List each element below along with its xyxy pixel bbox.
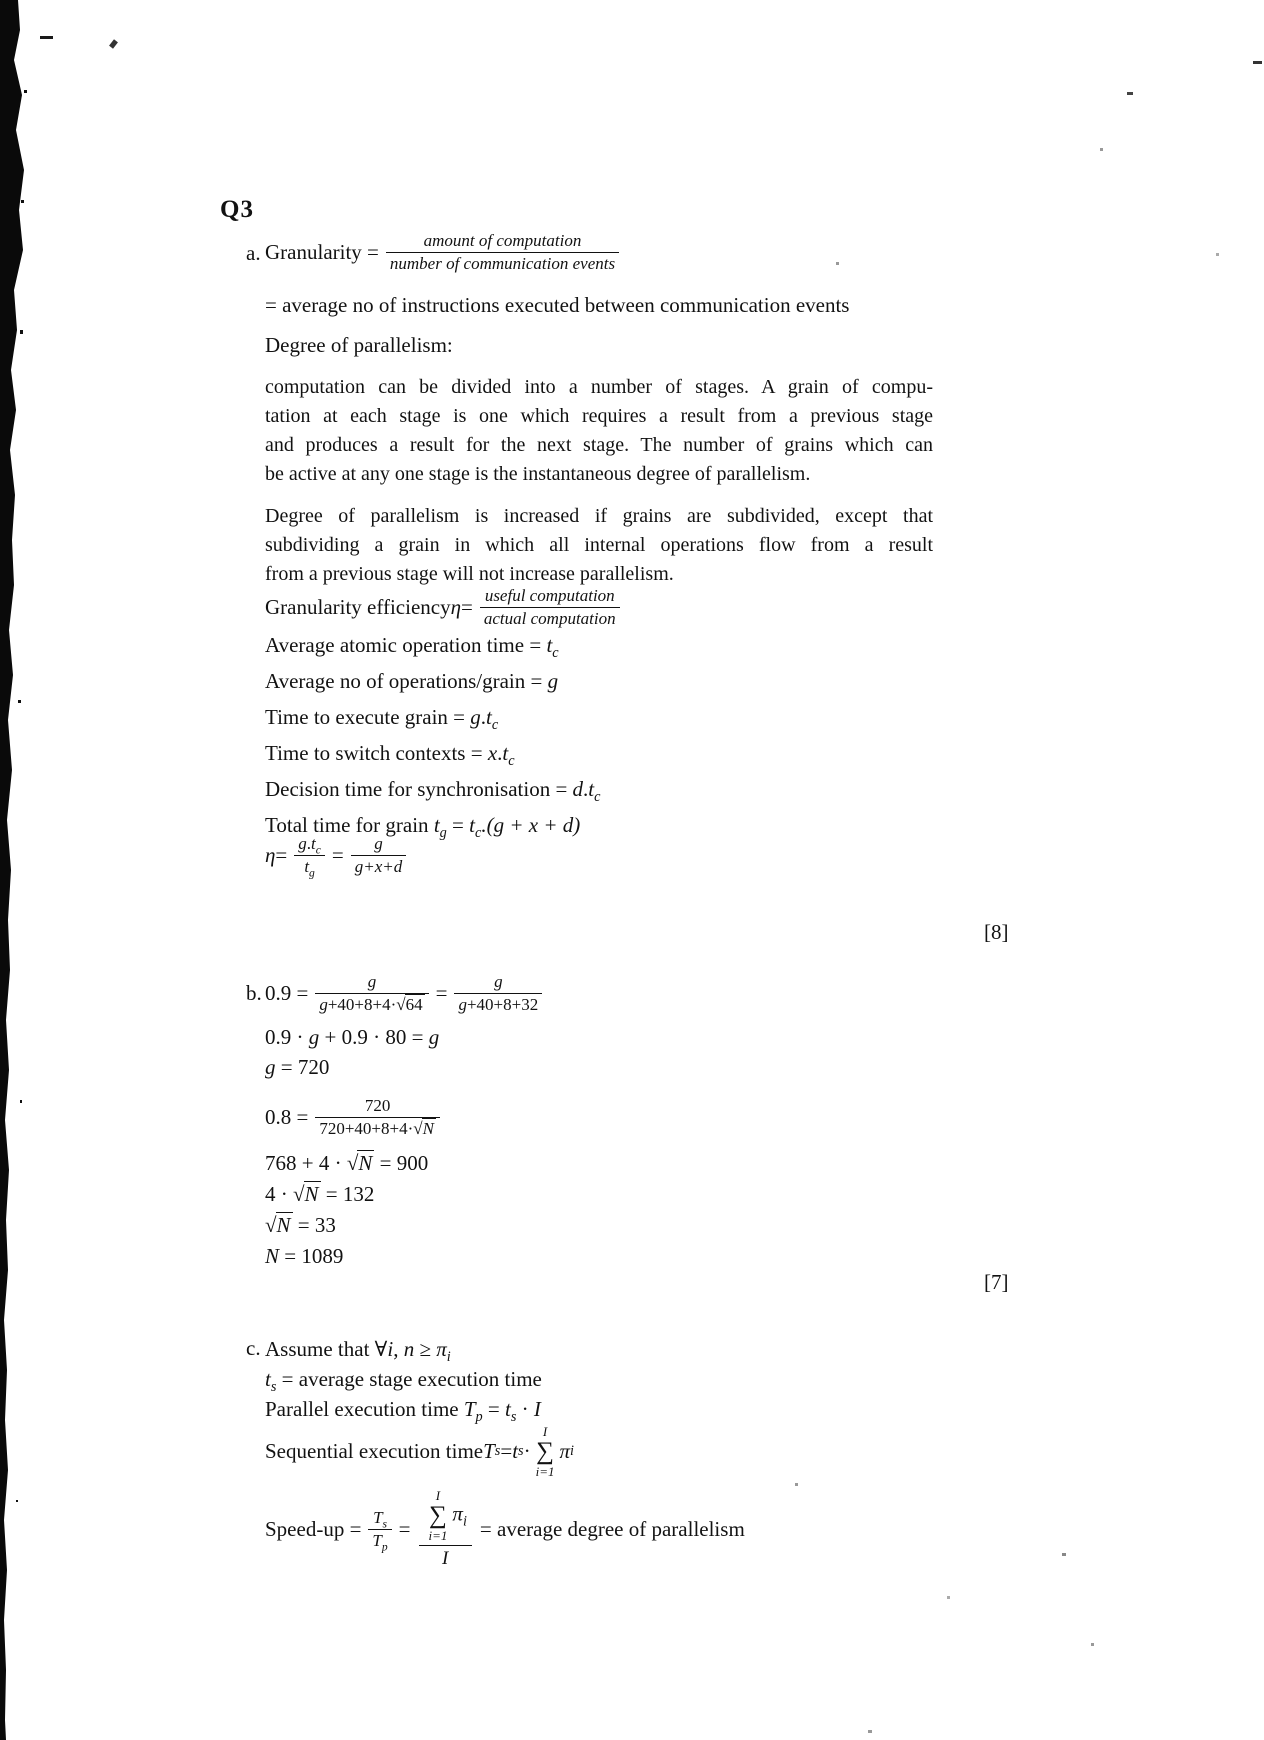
math-var: π xyxy=(436,1337,447,1361)
granularity-efficiency-formula xyxy=(265,583,933,631)
square-root xyxy=(347,1151,375,1175)
math-var: g xyxy=(547,669,559,693)
equals-sign: = xyxy=(331,842,344,867)
speedup-sum-fraction xyxy=(419,1489,472,1570)
math-var: T xyxy=(373,1507,383,1527)
radical-icon: √ xyxy=(293,1182,305,1206)
math-sub: c xyxy=(508,753,515,770)
math-var: t xyxy=(311,833,316,853)
summation xyxy=(429,1489,448,1542)
paragraph-line: subdividing a grain in which all internal operations flow from a result xyxy=(265,534,933,556)
math-terms: +40+8+4· xyxy=(327,994,397,1014)
geq-sign: ≥ xyxy=(414,1337,437,1361)
fraction-denominator xyxy=(315,1118,440,1139)
math-dot: . xyxy=(480,705,487,729)
fraction-denominator: g+x+d xyxy=(354,856,403,876)
math-sub: c xyxy=(315,842,321,856)
text-segment: Sequential execution time xyxy=(265,1438,484,1463)
fraction-denominator xyxy=(315,994,428,1015)
granularity-fraction xyxy=(386,231,619,274)
radical-icon: √ xyxy=(413,1118,423,1138)
equation-0.9 xyxy=(265,968,549,1018)
equation-0.8 xyxy=(265,1092,549,1142)
eta-result-formula xyxy=(265,829,933,881)
question-number: Q3 xyxy=(220,196,254,223)
math-var: n xyxy=(403,1337,415,1361)
math-dot: . xyxy=(497,741,503,765)
fraction-numerator xyxy=(294,834,325,856)
equals-sign: = xyxy=(461,594,473,619)
math-var: T xyxy=(372,1530,382,1550)
fraction-denominator: I xyxy=(442,1547,449,1569)
math-var: g xyxy=(308,1025,320,1049)
math-sub: s xyxy=(382,1516,388,1530)
fraction-2 xyxy=(454,972,542,1015)
fraction-denominator xyxy=(368,1530,391,1551)
math-var: N xyxy=(265,1244,280,1268)
math-var: t xyxy=(469,813,475,837)
equation-768 xyxy=(265,1148,549,1179)
math-var: t xyxy=(512,1438,519,1463)
text-segment: + 0.9 · 80 = xyxy=(319,1025,429,1049)
math-var: t xyxy=(505,1397,511,1421)
math-var: t xyxy=(588,777,595,801)
equals-sign: = xyxy=(500,1438,513,1463)
fraction-denominator: number of communication events xyxy=(389,253,616,273)
math-var: t xyxy=(502,741,509,765)
math-sub: g xyxy=(309,865,315,879)
math-var: g xyxy=(265,1055,276,1079)
text-segment: Assume that xyxy=(265,1337,375,1361)
square-root xyxy=(293,1182,321,1206)
text-segment: 4 · xyxy=(265,1182,293,1206)
paragraph-stages xyxy=(265,373,933,489)
math-var: T xyxy=(463,1397,476,1421)
granularity-lhs: Granularity = xyxy=(265,239,379,264)
math-sub: c xyxy=(491,717,499,734)
scan-speckle xyxy=(1127,92,1133,95)
scan-speckle xyxy=(947,1596,950,1599)
part-a-body xyxy=(265,228,933,881)
equals-sign: = xyxy=(435,980,448,1005)
paragraph-line: be active at any one stage is the instantaneous degree of parallelism. xyxy=(265,463,811,485)
granularity-average-line: = average no of instructions executed between communication events xyxy=(265,293,850,317)
scan-speckle xyxy=(1216,253,1219,256)
math-dot: . xyxy=(583,777,589,801)
scan-speckle xyxy=(1100,148,1103,151)
fraction-numerator xyxy=(368,1508,391,1530)
eta-fraction-1 xyxy=(294,834,325,877)
scan-speckle xyxy=(40,36,53,39)
equals-sign: = xyxy=(446,813,470,837)
scan-edge-artifact xyxy=(0,0,30,1740)
scan-speckle xyxy=(1253,61,1262,64)
math-sub: p xyxy=(475,1409,483,1426)
part-c-label: c. xyxy=(246,1336,261,1360)
fraction-numerator: useful computation xyxy=(480,586,620,608)
fraction-denominator: actual computation xyxy=(483,608,616,628)
math-sub: c xyxy=(552,645,559,662)
cdot-sign: · xyxy=(523,1438,531,1463)
fraction-numerator: g xyxy=(315,972,428,994)
text-segment: = 132 xyxy=(320,1182,375,1206)
sum-lower-limit: i=1 xyxy=(535,1463,555,1479)
math-var: T xyxy=(483,1438,495,1463)
radicand: 64 xyxy=(405,994,423,1014)
fraction-denominator xyxy=(454,994,542,1015)
math-sub: s xyxy=(270,1379,277,1396)
text-segment: Average atomic operation time = xyxy=(265,633,547,657)
stage-time-definition xyxy=(265,1364,745,1394)
math-terms: +40+8+32 xyxy=(466,994,539,1014)
math-expression: .(g + x + d) xyxy=(481,813,581,837)
result-g xyxy=(265,1052,549,1082)
efficiency-prefix: Granularity efficiency xyxy=(265,594,451,619)
degree-of-parallelism-heading: Degree of parallelism: xyxy=(265,333,453,357)
math-var: π xyxy=(452,1500,463,1525)
math-var: t xyxy=(304,856,310,876)
math-sub: s xyxy=(510,1409,517,1426)
paragraph-line: and produces a result for the next stage. The number of grains which can xyxy=(265,434,933,456)
eta-symbol: η xyxy=(265,842,276,867)
paragraph-subdivision xyxy=(265,502,933,589)
math-dot: . xyxy=(306,833,312,853)
formula-time-switch-contexts xyxy=(265,735,933,771)
math-sub: g xyxy=(439,825,447,842)
text-segment: Speed-up = xyxy=(265,1516,362,1541)
math-var: t xyxy=(546,633,553,657)
radical-icon: √ xyxy=(396,994,406,1014)
radicand: N xyxy=(358,1151,373,1175)
text-segment: = 900 xyxy=(374,1151,429,1175)
text-segment: Average no of operations/grain = xyxy=(265,669,548,693)
text-segment: , xyxy=(393,1337,404,1361)
equation-expand xyxy=(265,1022,549,1052)
equals-sign: = xyxy=(398,1516,411,1541)
paragraph-line: Degree of parallelism is increased if grains are subdivided, except that xyxy=(265,505,933,527)
math-var: t xyxy=(433,813,440,837)
scan-speckle xyxy=(795,1483,798,1486)
result-N xyxy=(265,1241,549,1272)
math-var: x xyxy=(487,741,498,765)
math-var: t xyxy=(486,705,492,729)
fraction-numerator: 720 xyxy=(315,1096,440,1118)
fraction-numerator: g xyxy=(454,972,542,994)
math-var: g xyxy=(319,994,328,1014)
speedup-formula xyxy=(265,1484,745,1574)
speedup-ratio-fraction xyxy=(368,1508,391,1551)
radical-icon: √ xyxy=(346,1151,359,1175)
sum-upper-limit: I xyxy=(435,1487,441,1503)
math-sub: i xyxy=(446,1349,451,1366)
text-segment: Time to switch contexts = xyxy=(265,741,488,765)
part-c-body xyxy=(265,1334,745,1574)
radicand: N xyxy=(422,1118,434,1138)
sequential-time-formula: Sequential execution time T s = t s · I ∑ i=1 π i xyxy=(265,1423,574,1479)
formula-operations-per-grain xyxy=(265,663,933,699)
text-segment: = 33 xyxy=(292,1213,336,1237)
text-segment: 0.9 · xyxy=(265,1025,309,1049)
text-segment: = 720 xyxy=(275,1055,330,1079)
granularity-definition xyxy=(265,228,933,276)
text-segment: = average degree of parallelism xyxy=(479,1516,745,1541)
part-a-label: a. xyxy=(246,241,261,265)
formula-atomic-operation-time xyxy=(265,627,933,663)
marks-part-a: [8] xyxy=(984,920,1009,944)
paragraph-line: computation can be divided into a number of stages. A grain of compu- xyxy=(265,376,933,398)
fraction-numerator: amount of computation xyxy=(386,231,619,253)
math-var: g xyxy=(428,1025,440,1049)
equals-sign: = xyxy=(482,1397,506,1421)
text-segment: 768 + 4 · xyxy=(265,1151,347,1175)
efficiency-fraction xyxy=(480,586,620,629)
sum-lower-limit: i=1 xyxy=(428,1527,448,1543)
math-var: d xyxy=(572,777,584,801)
math-var: g xyxy=(298,833,307,853)
sum-upper-limit: I xyxy=(542,1423,548,1439)
sigma-icon: ∑ xyxy=(536,1437,554,1465)
part-a xyxy=(246,228,933,881)
fraction-720 xyxy=(315,1096,440,1139)
equation-lhs: 0.9 = xyxy=(265,980,309,1005)
fraction-denominator xyxy=(294,856,325,877)
scan-speckle xyxy=(868,1730,872,1733)
math-sub: c xyxy=(474,825,482,842)
math-sub: p xyxy=(381,1539,388,1553)
equation-lhs: 0.8 = xyxy=(265,1104,309,1129)
radicand: N xyxy=(304,1182,319,1206)
math-var: I xyxy=(533,1397,541,1421)
radical-icon: √ xyxy=(265,1213,277,1237)
equation-sqrtN xyxy=(265,1210,549,1241)
forall-icon: ∀ xyxy=(374,1337,388,1361)
scan-speckle xyxy=(1091,1643,1094,1646)
text-segment: Time to execute grain = xyxy=(265,705,471,729)
math-terms: 720+40+8+4· xyxy=(319,1118,414,1138)
square-root xyxy=(413,1119,436,1138)
equation-4sqrtN xyxy=(265,1179,549,1210)
math-var: g xyxy=(458,994,467,1014)
math-var: i xyxy=(387,1337,394,1361)
fraction-numerator xyxy=(419,1489,472,1546)
part-c xyxy=(246,1334,745,1574)
formula-time-execute-grain xyxy=(265,699,933,735)
cdot-sign: · xyxy=(516,1397,534,1421)
math-sub: i xyxy=(462,1513,467,1529)
marks-part-b: [7] xyxy=(984,1270,1009,1294)
summation xyxy=(536,1425,555,1478)
definitions-list xyxy=(265,627,933,843)
eta-fraction-2 xyxy=(351,834,407,877)
fraction-numerator: g xyxy=(351,834,407,856)
math-var: π xyxy=(559,1438,571,1463)
math-var: g xyxy=(470,705,481,729)
math-sub: c xyxy=(594,789,601,806)
math-var: t xyxy=(265,1367,271,1391)
text-segment: = average stage execution time xyxy=(276,1367,542,1391)
text-segment: Total time for grain xyxy=(265,813,434,837)
square-root xyxy=(396,995,424,1014)
part-b-body xyxy=(265,968,549,1272)
eta-symbol: η xyxy=(450,594,462,619)
part-b xyxy=(246,968,549,1272)
scan-speckle xyxy=(109,39,118,48)
assumption-line xyxy=(265,1334,745,1364)
text-segment: = 1089 xyxy=(279,1244,344,1268)
sigma-icon: ∑ xyxy=(429,1501,447,1529)
square-root xyxy=(265,1213,293,1237)
paragraph-line: from a previous stage will not increase parallelism. xyxy=(265,563,674,585)
paragraph-line: tation at each stage is one which requires a result from a previous stage xyxy=(265,405,933,427)
scan-speckle xyxy=(1062,1553,1066,1556)
radicand: N xyxy=(276,1213,291,1237)
formula-decision-time xyxy=(265,771,933,807)
equals-sign: = xyxy=(275,842,288,867)
part-b-label: b. xyxy=(246,981,262,1005)
text-segment: Parallel execution time xyxy=(265,1397,464,1421)
fraction-1 xyxy=(315,972,428,1015)
text-segment: Decision time for synchronisation = xyxy=(265,777,573,801)
